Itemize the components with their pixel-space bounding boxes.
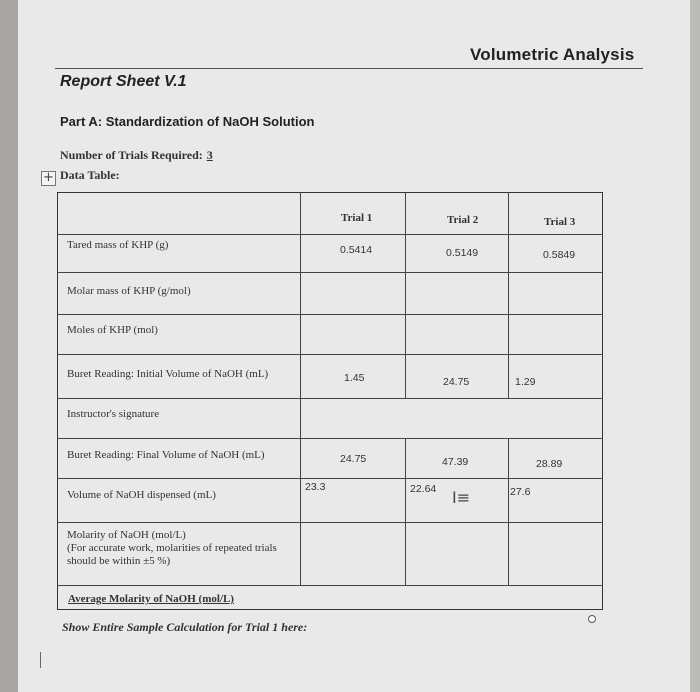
trials-required	[60, 148, 213, 163]
row-label-volume-dispensed: Volume of NaOH dispensed (mL)	[67, 489, 216, 501]
resize-handle-icon[interactable]	[588, 615, 596, 623]
table-column-rule	[300, 192, 301, 585]
cell-tared-mass-trial-3[interactable]: 0.5849	[543, 249, 576, 261]
trials-required-label: Number of Trials Required:	[60, 148, 203, 162]
column-header-trial-1: Trial 1	[341, 212, 373, 224]
row-label-initial-volume: Buret Reading: Initial Volume of NaOH (mL)	[67, 368, 269, 380]
right-edge-shadow	[690, 0, 700, 692]
cell-final-volume-trial-1[interactable]: 24.75	[340, 453, 367, 465]
table-column-rule	[405, 438, 406, 585]
molarity-label-line: Molarity of NaOH (mol/L)	[67, 529, 186, 541]
molarity-label-line: (For accurate work, molarities of repeated trials	[67, 542, 277, 554]
cell-final-volume-trial-2[interactable]: 47.39	[442, 456, 469, 468]
table-column-rule	[508, 192, 509, 398]
table-rule	[57, 585, 603, 586]
cell-initial-volume-trial-1[interactable]: 1.45	[344, 372, 365, 384]
cell-volume-dispensed-trial-1[interactable]: 23.3	[305, 481, 326, 493]
row-label-molar-mass: Molar mass of KHP (g/mol)	[67, 285, 191, 297]
table-rule	[57, 438, 603, 439]
document-header-title: Volumetric Analysis	[470, 45, 635, 64]
table-column-rule	[508, 438, 509, 585]
row-label-instructor-signature: Instructor's signature	[67, 408, 160, 420]
column-header-trial-3: Trial 3	[544, 216, 576, 228]
cell-final-volume-trial-3[interactable]: 28.89	[536, 458, 563, 470]
cell-volume-dispensed-trial-3[interactable]: 27.6	[510, 486, 531, 498]
sample-calculation-label: Show Entire Sample Calculation for Trial 1 here:	[62, 620, 308, 634]
table-column-rule	[405, 192, 406, 398]
trials-required-value: 3	[206, 148, 213, 162]
row-label-molarity	[67, 529, 277, 568]
cell-tared-mass-trial-2[interactable]: 0.5149	[446, 247, 479, 259]
cell-volume-dispensed-trial-2[interactable]: 22.64	[410, 483, 437, 495]
cell-tared-mass-trial-1[interactable]: 0.5414	[340, 244, 373, 256]
column-header-trial-2: Trial 2	[447, 214, 479, 226]
report-title: Report Sheet V.1	[60, 73, 187, 90]
move-icon[interactable]: +	[41, 171, 56, 186]
cell-initial-volume-trial-3[interactable]: 1.29	[515, 376, 536, 388]
table-rule	[57, 398, 603, 399]
molarity-label-line: should be within ±5 %)	[67, 555, 171, 567]
part-title: Part A: Standardization of NaOH Solution	[60, 114, 315, 129]
table-rule	[57, 478, 603, 479]
table-rule	[57, 354, 603, 355]
text-caret	[40, 652, 41, 668]
page-edge-shadow	[0, 0, 18, 692]
data-table-label: Data Table:	[60, 168, 120, 182]
text-cursor-icon: I≡	[452, 488, 471, 507]
table-rule	[57, 314, 603, 315]
row-label-tared-mass: Tared mass of KHP (g)	[67, 239, 169, 251]
header-rule	[55, 68, 643, 69]
cell-initial-volume-trial-2[interactable]: 24.75	[443, 376, 470, 388]
row-label-final-volume: Buret Reading: Final Volume of NaOH (mL)	[67, 449, 265, 461]
table-rule	[57, 522, 603, 523]
average-molarity-label: Average Molarity of NaOH (mol/L)	[68, 593, 234, 605]
table-rule	[57, 272, 603, 273]
table-rule	[57, 234, 603, 235]
row-label-moles: Moles of KHP (mol)	[67, 324, 158, 336]
